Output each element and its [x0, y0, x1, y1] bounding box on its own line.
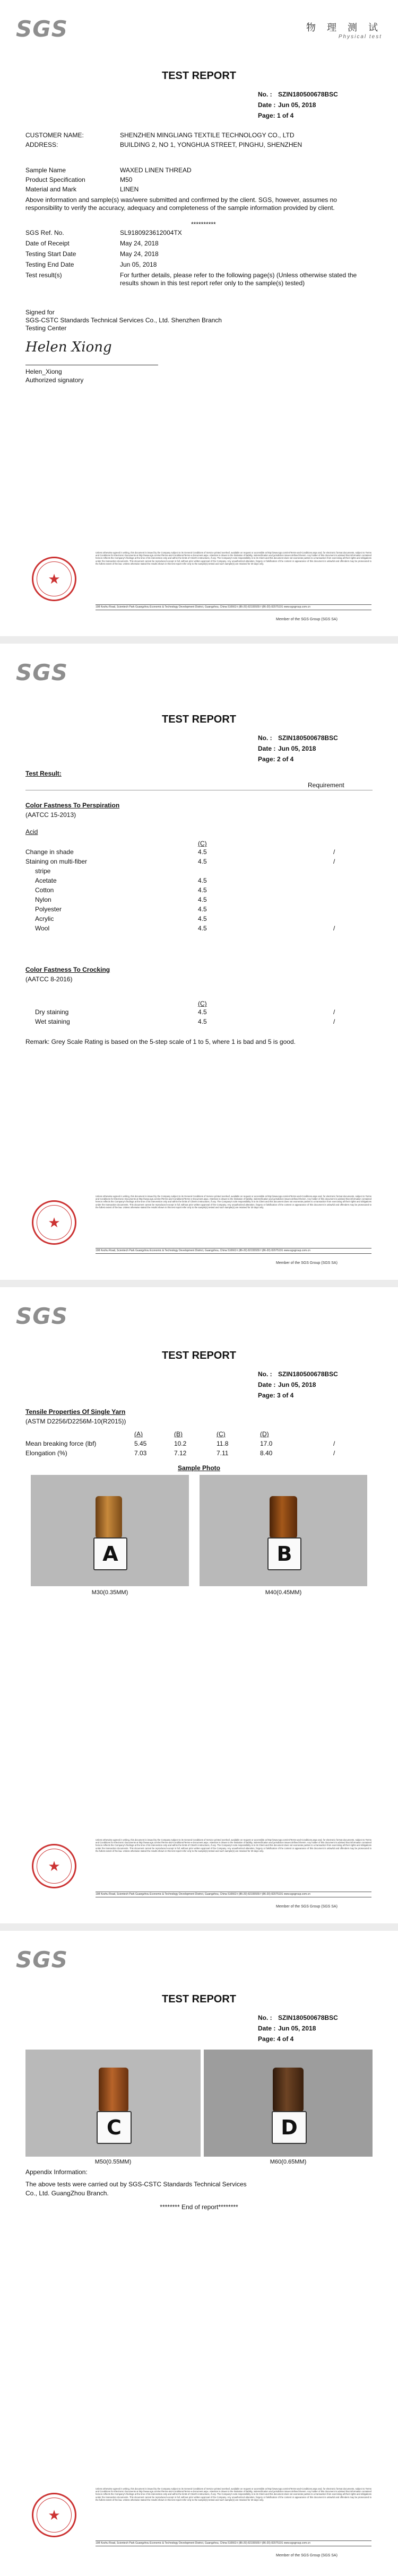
column-header: (A) — [134, 1430, 143, 1438]
report-title: TEST REPORT — [161, 70, 236, 82]
table-row-label: Acetate — [35, 877, 57, 884]
photo-label-card: C — [97, 2111, 132, 2144]
report-meta: No. : SZIN180500678BSC Date : Jun 05, 2018 Page: 1 of 4 — [258, 89, 338, 121]
client-statement: Above information and sample(s) was/were submitted and confirmed by the client. SGS, however, assumes no responsibility to verify the accuracy, adequacy and completeness of the sample information provided by client. — [25, 196, 337, 212]
column-header: (C) — [217, 1430, 226, 1438]
signer-name: Helen_Xiong — [25, 368, 62, 375]
table-row-label: Staining on multi-fiber — [25, 858, 88, 865]
address-row: ADDRESS: BUILDING 2, NO 1, YONGHUA STREET, PINGHU, SHENZHEN — [25, 141, 302, 148]
sgs-logo: SGS — [16, 1303, 68, 1329]
table-cell-value: 10.2 — [174, 1440, 187, 1447]
footer-address: 198 Kezhu Road, Scientech Park Guangzhou Economic & Technology Development District, Guangzhou, China 510663 t (86-20) 82155555 f (86-20) 82075191 www.sgsgroup.com.cn — [96, 1248, 371, 1254]
ref-row: SGS Ref. No. SL9180923612004TX — [25, 229, 182, 236]
report-title: TEST REPORT — [161, 714, 236, 725]
thread-spool — [96, 1496, 122, 1538]
sgs-seal-icon: ★ — [32, 557, 76, 601]
member-note: Member of the SGS Group (SGS SA) — [276, 1905, 338, 1909]
crocking-title: Color Fastness To Crocking — [25, 966, 110, 973]
table-cell-value: 8.40 — [260, 1449, 273, 1457]
sample-photo-a — [31, 1475, 189, 1586]
end-of-report: ******** End of report******** — [160, 2203, 238, 2211]
perspiration-title: Color Fastness To Perspiration — [25, 802, 120, 809]
page-gap — [0, 1280, 398, 1287]
table-cell-value: 4.5 — [198, 1008, 207, 1016]
table-cell-value: 4.5 — [198, 848, 207, 856]
sample-name-row: Sample Name WAXED LINEN THREAD — [25, 166, 192, 174]
column-header: (B) — [174, 1430, 183, 1438]
photo-caption: M30(0.35MM) — [91, 1589, 128, 1596]
report-page-1 — [0, 0, 398, 636]
table-cell-requirement: / — [333, 1018, 335, 1025]
signed-block: Signed for SGS-CSTC Standards Technical Services Co., Ltd. Shenzhen Branch Testing Center — [25, 309, 222, 332]
photo-caption: M40(0.45MM) — [265, 1589, 302, 1596]
legal-disclaimer: Unless otherwise agreed in writing, this document is issued by the Company subject to its General Conditions of Service printed overleaf, available on request or accessible at http://www.sgs.com/en/Terms-and-Conditions.aspx and, for electronic format documents, subject to Terms and Conditions for Electronic Documents at http://www.sgs.com/en/Terms-and-Conditions/Terms-e-Document.aspx. Attention is drawn to the limitation of liability, indemnification and jurisdiction issues defined therein. Any holder of this document is advised that information contained hereon reflects the Company's findings at the time of its intervention only and within the limits of Client's instructions, if any. The Company's sole responsibility is to its Client and this document does not exonerate parties to a transaction from exercising all their rights and obligations under the transaction documents. This document cannot be reproduced except in full, without prior written approval of the Company. Any unauthorized alteration, forgery or falsification of the content or appearance of this document is unlawful and offenders may be prosecuted to the fullest extent of the law. Unless otherwise stated the results shown in this test report refer only to the sample(s) tested and such sample(s) are retained for 30 days only. — [96, 2487, 371, 2501]
table-cell-value: 4.5 — [198, 915, 207, 922]
table-cell-value: 11.8 — [217, 1440, 229, 1447]
sample-photo-c — [25, 2050, 201, 2157]
report-meta: No. : SZIN180500678BSC Date : Jun 05, 2018 Page: 3 of 4 — [258, 1369, 338, 1401]
report-title: TEST REPORT — [161, 1350, 236, 1361]
photo-label-card: D — [272, 2111, 307, 2144]
footer-address: 198 Kezhu Road, Scientech Park Guangzhou Economic & Technology Development District, Guangzhou, China 510663 t (86-20) 82155555 f (86-20) 82075191 www.sgsgroup.com.cn — [96, 604, 371, 610]
sample-photo-b — [200, 1475, 367, 1586]
table-cell-value: 7.11 — [217, 1449, 229, 1457]
table-row-label: Wet staining — [35, 1018, 70, 1025]
tensile-standard: (ASTM D2256/D2256M-10(R2015)) — [25, 1418, 126, 1425]
table-cell-requirement: / — [333, 858, 335, 865]
sgs-seal-icon: ★ — [32, 1844, 76, 1888]
perspiration-standard: (AATCC 15-2013) — [25, 811, 76, 819]
table-cell-requirement: / — [333, 1440, 335, 1447]
page-number: Page: 3 of 4 — [258, 1392, 294, 1399]
column-header: (D) — [260, 1430, 269, 1438]
table-cell-value: 4.5 — [198, 896, 207, 903]
report-page-3 — [0, 1287, 398, 1923]
material-row: Material and Mark LINEN — [25, 186, 139, 193]
photo-label-card: A — [93, 1537, 127, 1570]
table-cell-value: 7.12 — [174, 1449, 187, 1457]
table-row-label: Mean breaking force (lbf) — [25, 1440, 97, 1447]
table-cell-value: 4.5 — [198, 905, 207, 913]
report-meta: No. : SZIN180500678BSC Date : Jun 05, 2018 Page: 2 of 4 — [258, 733, 338, 764]
page-number: Page: 2 of 4 — [258, 755, 294, 763]
photo-caption: M50(0.55MM) — [94, 2159, 132, 2165]
sample-photo-d — [204, 2050, 373, 2157]
table-cell-value: 5.45 — [134, 1440, 147, 1447]
table-cell-value: 7.03 — [134, 1449, 147, 1457]
legal-disclaimer: Unless otherwise agreed in writing, this document is issued by the Company subject to its General Conditions of Service printed overleaf, available on request or accessible at http://www.sgs.com/en/Terms-and-Conditions.aspx and, for electronic format documents, subject to Terms and Conditions for Electronic Documents at http://www.sgs.com/en/Terms-and-Conditions/Terms-e-Document.aspx. Attention is drawn to the limitation of liability, indemnification and jurisdiction issues defined therein. Any holder of this document is advised that information contained hereon reflects the Company's findings at the time of its intervention only and within the limits of Client's instructions, if any. The Company's sole responsibility is to its Client and this document does not exonerate parties to a transaction from exercising all their rights and obligations under the transaction documents. This document cannot be reproduced except in full, without prior written approval of the Company. Any unauthorized alteration, forgery or falsification of the content or appearance of this document is unlawful and offenders may be prosecuted to the fullest extent of the law. Unless otherwise stated the results shown in this test report refer only to the sample(s) tested and such sample(s) are retained for 30 days only. — [96, 551, 371, 565]
member-note: Member of the SGS Group (SGS SA) — [276, 2554, 338, 2557]
member-note: Member of the SGS Group (SGS SA) — [276, 1261, 338, 1265]
report-meta: No. : SZIN180500678BSC Date : Jun 05, 2018 Page: 4 of 4 — [258, 2012, 338, 2044]
tensile-title: Tensile Properties Of Single Yarn — [25, 1408, 126, 1416]
test-result-heading: Test Result: — [25, 770, 62, 777]
sgs-seal-icon: ★ — [32, 2493, 76, 2537]
report-page-2 — [0, 644, 398, 1280]
thread-spool — [270, 1496, 297, 1538]
table-row-label: Elongation (%) — [25, 1449, 67, 1457]
photo-label-card: B — [267, 1537, 301, 1570]
page-gap — [0, 636, 398, 644]
crocking-standard: (AATCC 8-2016) — [25, 975, 73, 983]
end-row: Testing End Date Jun 05, 2018 — [25, 261, 157, 268]
column-c-header: (C) — [198, 840, 207, 847]
table-cell-value: 4.5 — [198, 925, 207, 932]
footer-address: 198 Kezhu Road, Scientech Park Guangzhou Economic & Technology Development District, Guangzhou, China 510663 t (86-20) 82155555 f (86-20) 82075191 www.sgsgroup.com.cn — [96, 1892, 371, 1897]
table-cell-value: 4.5 — [198, 877, 207, 884]
table-cell-requirement: / — [333, 848, 335, 856]
sgs-logo: SGS — [16, 660, 68, 685]
table-row-label: Acrylic — [35, 915, 54, 922]
table-cell-value: 17.0 — [260, 1440, 273, 1447]
signature: Helen Xiong — [25, 339, 112, 355]
spec-row: Product Specification M50 — [25, 176, 133, 183]
requirement-heading: Requirement — [308, 781, 344, 789]
table-cell-requirement: / — [333, 925, 335, 932]
sgs-logo: SGS — [16, 16, 68, 42]
customer-name-row: CUSTOMER NAME: SHENZHEN MINGLIANG TEXTILE TECHNOLOGY CO., LTD — [25, 131, 295, 139]
table-row-label: Polyester — [35, 905, 62, 913]
table-cell-value: 4.5 — [198, 1018, 207, 1025]
table-row-label: stripe — [35, 867, 51, 875]
sgs-seal-icon: ★ — [32, 1200, 76, 1245]
sgs-logo: SGS — [16, 1947, 68, 1973]
signer-title: Authorized signatory — [25, 376, 84, 384]
page-number: Page: 4 of 4 — [258, 2035, 294, 2043]
acid-label: Acid — [25, 828, 38, 836]
member-note: Member of the SGS Group (SGS SA) — [276, 618, 338, 621]
table-cell-requirement: / — [333, 1449, 335, 1457]
separator-stars: ********** — [191, 221, 216, 228]
photo-caption: M60(0.65MM) — [270, 2159, 307, 2165]
report-page-4 — [0, 1931, 398, 2576]
report-title: TEST REPORT — [161, 1993, 236, 2005]
appendix-heading: Appendix Information: — [25, 2168, 88, 2176]
table-row-label: Change in shade — [25, 848, 74, 856]
appendix-text: The above tests were carried out by SGS-CSTC Standards Technical Services Co., Ltd. GuangZhou Branch. — [25, 2181, 247, 2197]
table-cell-value: 4.5 — [198, 886, 207, 894]
receipt-row: Date of Receipt May 24, 2018 — [25, 240, 159, 247]
table-cell-requirement: / — [333, 1008, 335, 1016]
column-c-header: (C) — [198, 1000, 207, 1007]
start-row: Testing Start Date May 24, 2018 — [25, 250, 159, 258]
page-gap — [0, 1923, 398, 1931]
page-number: Page: 1 of 4 — [258, 112, 294, 119]
table-row-label: Dry staining — [35, 1008, 69, 1016]
sample-photo-heading: Sample Photo — [177, 1464, 220, 1472]
remark: Remark: Grey Scale Rating is based on the 5-step scale of 1 to 5, where 1 is bad and 5 is good. — [25, 1038, 296, 1045]
thread-spool — [99, 2068, 128, 2112]
legal-disclaimer: Unless otherwise agreed in writing, this document is issued by the Company subject to its General Conditions of Service printed overleaf, available on request or accessible at http://www.sgs.com/en/Terms-and-Conditions.aspx and, for electronic format documents, subject to Terms and Conditions for Electronic Documents at http://www.sgs.com/en/Terms-and-Conditions/Terms-e-Document.aspx. Attention is drawn to the limitation of liability, indemnification and jurisdiction issues defined therein. Any holder of this document is advised that information contained hereon reflects the Company's findings at the time of its intervention only and within the limits of Client's instructions, if any. The Company's sole responsibility is to its Client and this document does not exonerate parties to a transaction from exercising all their rights and obligations under the transaction documents. This document cannot be reproduced except in full, without prior written approval of the Company. Any unauthorized alteration, forgery or falsification of the content or appearance of this document is unlawful and offenders may be prosecuted to the fullest extent of the law. Unless otherwise stated the results shown in this test report refer only to the sample(s) tested and such sample(s) are retained for 30 days only. — [96, 1195, 371, 1209]
table-cell-value: 4.5 — [198, 858, 207, 865]
thread-spool — [273, 2068, 304, 2112]
table-row-label: Cotton — [35, 886, 54, 894]
result-row: Test result(s) For further details, please refer to the following page(s) (Unless otherwise stated the results shown in this test report refer only to the sample(s) tested) — [25, 271, 357, 287]
department-label: 物 理 测 试 Physical test — [306, 22, 382, 40]
table-row-label: Nylon — [35, 896, 51, 903]
table-row-label: Wool — [35, 925, 50, 932]
footer-address: 198 Kezhu Road, Scientech Park Guangzhou Economic & Technology Development District, Guangzhou, China 510663 t (86-20) 82155555 f (86-20) 82075191 www.sgsgroup.com.cn — [96, 2540, 371, 2546]
legal-disclaimer: Unless otherwise agreed in writing, this document is issued by the Company subject to its General Conditions of Service printed overleaf, available on request or accessible at http://www.sgs.com/en/Terms-and-Conditions.aspx and, for electronic format documents, subject to Terms and Conditions for Electronic Documents at http://www.sgs.com/en/Terms-and-Conditions/Terms-e-Document.aspx. Attention is drawn to the limitation of liability, indemnification and jurisdiction issues defined therein. Any holder of this document is advised that information contained hereon reflects the Company's findings at the time of its intervention only and within the limits of Client's instructions, if any. The Company's sole responsibility is to its Client and this document does not exonerate parties to a transaction from exercising all their rights and obligations under the transaction documents. This document cannot be reproduced except in full, without prior written approval of the Company. Any unauthorized alteration, forgery or falsification of the content or appearance of this document is unlawful and offenders may be prosecuted to the fullest extent of the law. Unless otherwise stated the results shown in this test report refer only to the sample(s) tested and such sample(s) are retained for 30 days only. — [96, 1839, 371, 1852]
